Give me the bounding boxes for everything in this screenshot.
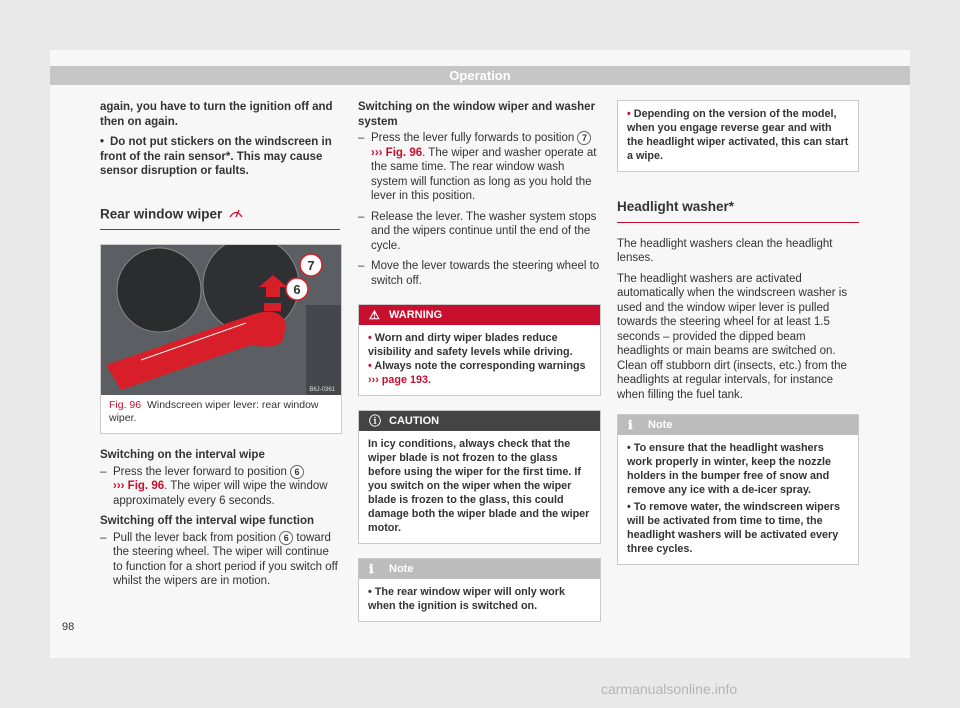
note-box [358, 558, 601, 622]
intro-paragraph: again, you have to turn the ignition off and then on again. [100, 101, 333, 128]
list-item: • Worn and dirty wiper blades reduce visibility and safety levels while driving. [368, 332, 573, 359]
info-icon: ℹ [369, 562, 374, 577]
position-6-badge: 6 [290, 465, 304, 479]
list-item: • To ensure that the headlight washers work properly in winter, keep the nozzle holders in the bumper free of snow and remove any ice with a de-icer spray. [627, 442, 831, 496]
list-item: – Press the lever forward to position 6 ››› Fig. 96. The wiper will wipe the window approximately every 6 seconds. [100, 465, 328, 507]
warning-box [358, 304, 601, 396]
caution-text: In icy conditions, always check that the wiper blade is not frozen to the glass before using the wiper for the first time. If you switch on the wiper when the wiper blade is frozen to the glass, this could damage both the wiper blade and the wiper motor. [368, 438, 590, 535]
list-item: • To remove water, the windscreen wipers will be activated from time to time, the headlight washers will be activated every three cycles. [627, 501, 840, 555]
figure-code: B6J-0361 [309, 387, 335, 393]
paragraph: The headlight washers clean the headlight lenses. [617, 237, 833, 264]
list-item: – Pull the lever back from position 6 toward the steering wheel. The wiper will continue to function for a short period if you switch off whilst the wipers are in motion. [100, 531, 338, 588]
watermark: carmanualsonline.info [601, 681, 738, 697]
list-item: – Press the lever fully forwards to position 7 ››› Fig. 96. The wiper and washer operate at the same time. The rear window wash system will function as long as you hold the lever in this position. [358, 132, 597, 203]
page-link[interactable]: ››› page 193. [368, 374, 431, 387]
list-item: – Release the lever. The washer system stops and the wipers continue until the end of the cycle. [358, 210, 597, 252]
wiper-lever-illustration [101, 245, 341, 395]
position-7-badge: 7 [577, 131, 591, 145]
paragraph: The headlight washers are activated automatically when the windscreen washer is used and the window wiper lever is pulled towards the steering wheel for at least 1.5 seconds – provided the dipped beam headlights or main beams are switched on. Clean off stubborn dirt (insects, etc.) from the headlights at regular intervals, for instance when filling the fuel tank. [617, 272, 848, 401]
position-6-badge: 6 [279, 531, 293, 545]
page-header: Operation [50, 66, 910, 85]
intro-bullet: • Do not put stickers on the windscreen in front of the rain sensor*. This may cause sensor disruption or faults. [100, 136, 332, 177]
section-title-headlight-washer: Headlight washer* [617, 200, 859, 223]
off-heading: Switching off the interval wipe function [100, 515, 315, 528]
column-1 [100, 100, 340, 595]
figure-caption: Fig. 96 Windscreen wiper lever: rear window wiper. [109, 399, 319, 424]
info-box: • Depending on the version of the model, when you engage reverse gear and with the headlight wiper activated, this can start a wipe. [617, 100, 859, 172]
caution-header: ⓘ CAUTION [359, 411, 600, 431]
bullet-icon: • [100, 136, 105, 148]
figure-link[interactable]: ››› Fig. 96 [113, 480, 165, 493]
column-3 [617, 100, 859, 579]
interval-heading: Switching on the interval wipe [100, 449, 265, 461]
info-icon: ℹ [628, 418, 633, 432]
list-item: • Always note the corresponding warnings ››› page 193. [368, 360, 586, 387]
wash-heading: Switching on the window wiper and washer system [358, 101, 596, 128]
note-header: ℹ Note [618, 415, 858, 435]
caution-icon: ⓘ [369, 414, 382, 429]
warning-header: ⚠ WARNING [359, 305, 600, 325]
caution-box [358, 410, 601, 544]
page-number: 98 [62, 621, 75, 633]
list-item: • The rear window wiper will only work when the ignition is switched on. [368, 586, 565, 613]
figure-96 [100, 244, 342, 434]
wiper-icon [229, 207, 243, 223]
section-title-rear-wiper: Rear window wiper [100, 207, 340, 231]
warning-icon: ⚠ [369, 308, 380, 323]
column-2 [358, 100, 601, 636]
figure-label-7: 7 [307, 258, 315, 273]
note-header: ℹ Note [359, 559, 600, 579]
figure-link[interactable]: ››› Fig. 96 [371, 146, 423, 159]
figure-label-6: 6 [293, 282, 301, 297]
list-item: – Move the lever towards the steering wheel to switch off. [358, 260, 600, 287]
note-box [617, 414, 859, 565]
